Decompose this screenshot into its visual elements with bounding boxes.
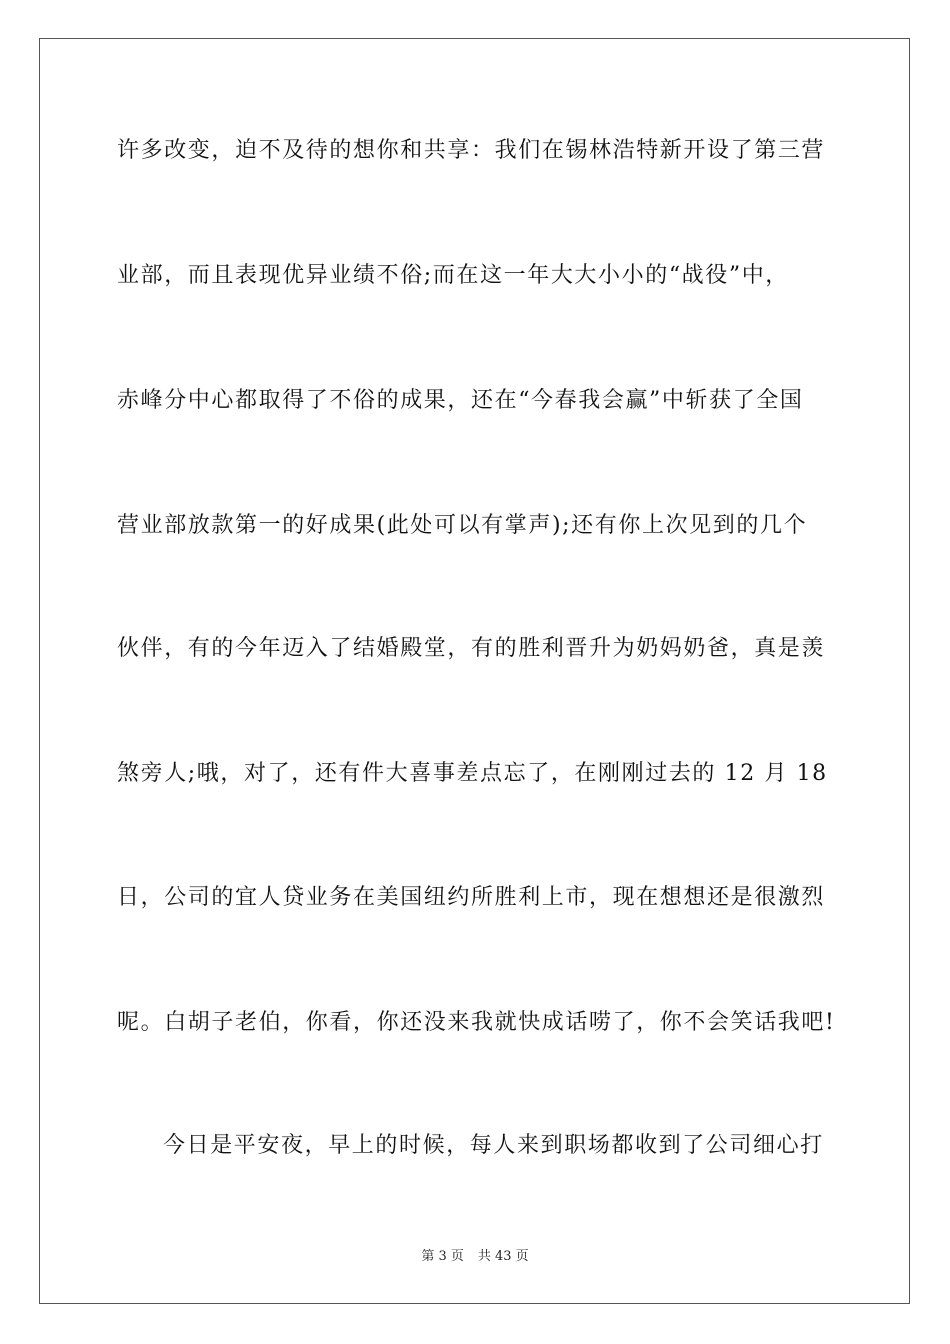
text-line-2: 业部，而且表现优异业绩不俗;而在这一年大大小小的“战役”中， — [117, 263, 789, 288]
page-border — [39, 38, 910, 1304]
text-line-5: 伙伴，有的今年迈入了结婚殿堂，有的胜利晋升为奶妈奶爸，真是羡 — [117, 636, 826, 661]
text-line-8: 呢。白胡子老伯，你看，你还没来我就快成话唠了，你不会笑话我吧! — [117, 1010, 836, 1035]
text-line-3: 赤峰分中心都取得了不俗的成果，还在“今春我会赢”中斩获了全国 — [117, 388, 804, 413]
text-line-7: 日，公司的宜人贷业务在美国纽约所胜利上市，现在想想还是很激烈 — [117, 885, 826, 910]
page-footer — [0, 1249, 950, 1265]
text-line-9-paragraph-start: 今日是平安夜，早上的时候，每人来到职场都收到了公司细心打 — [163, 1133, 824, 1158]
text-line-6: 煞旁人;哦，对了，还有件大喜事差点忘了，在刚刚过去的 12 月 18 — [117, 761, 828, 786]
text-line-4: 营业部放款第一的好成果(此处可以有掌声);还有你上次见到的几个 — [117, 513, 808, 538]
text-line-1: 许多改变，迫不及待的想你和共享：我们在锡林浩特新开设了第三营 — [117, 138, 826, 163]
page-total: 共 43 页 — [477, 1249, 529, 1264]
page-number: 第 3 页 — [421, 1249, 464, 1264]
